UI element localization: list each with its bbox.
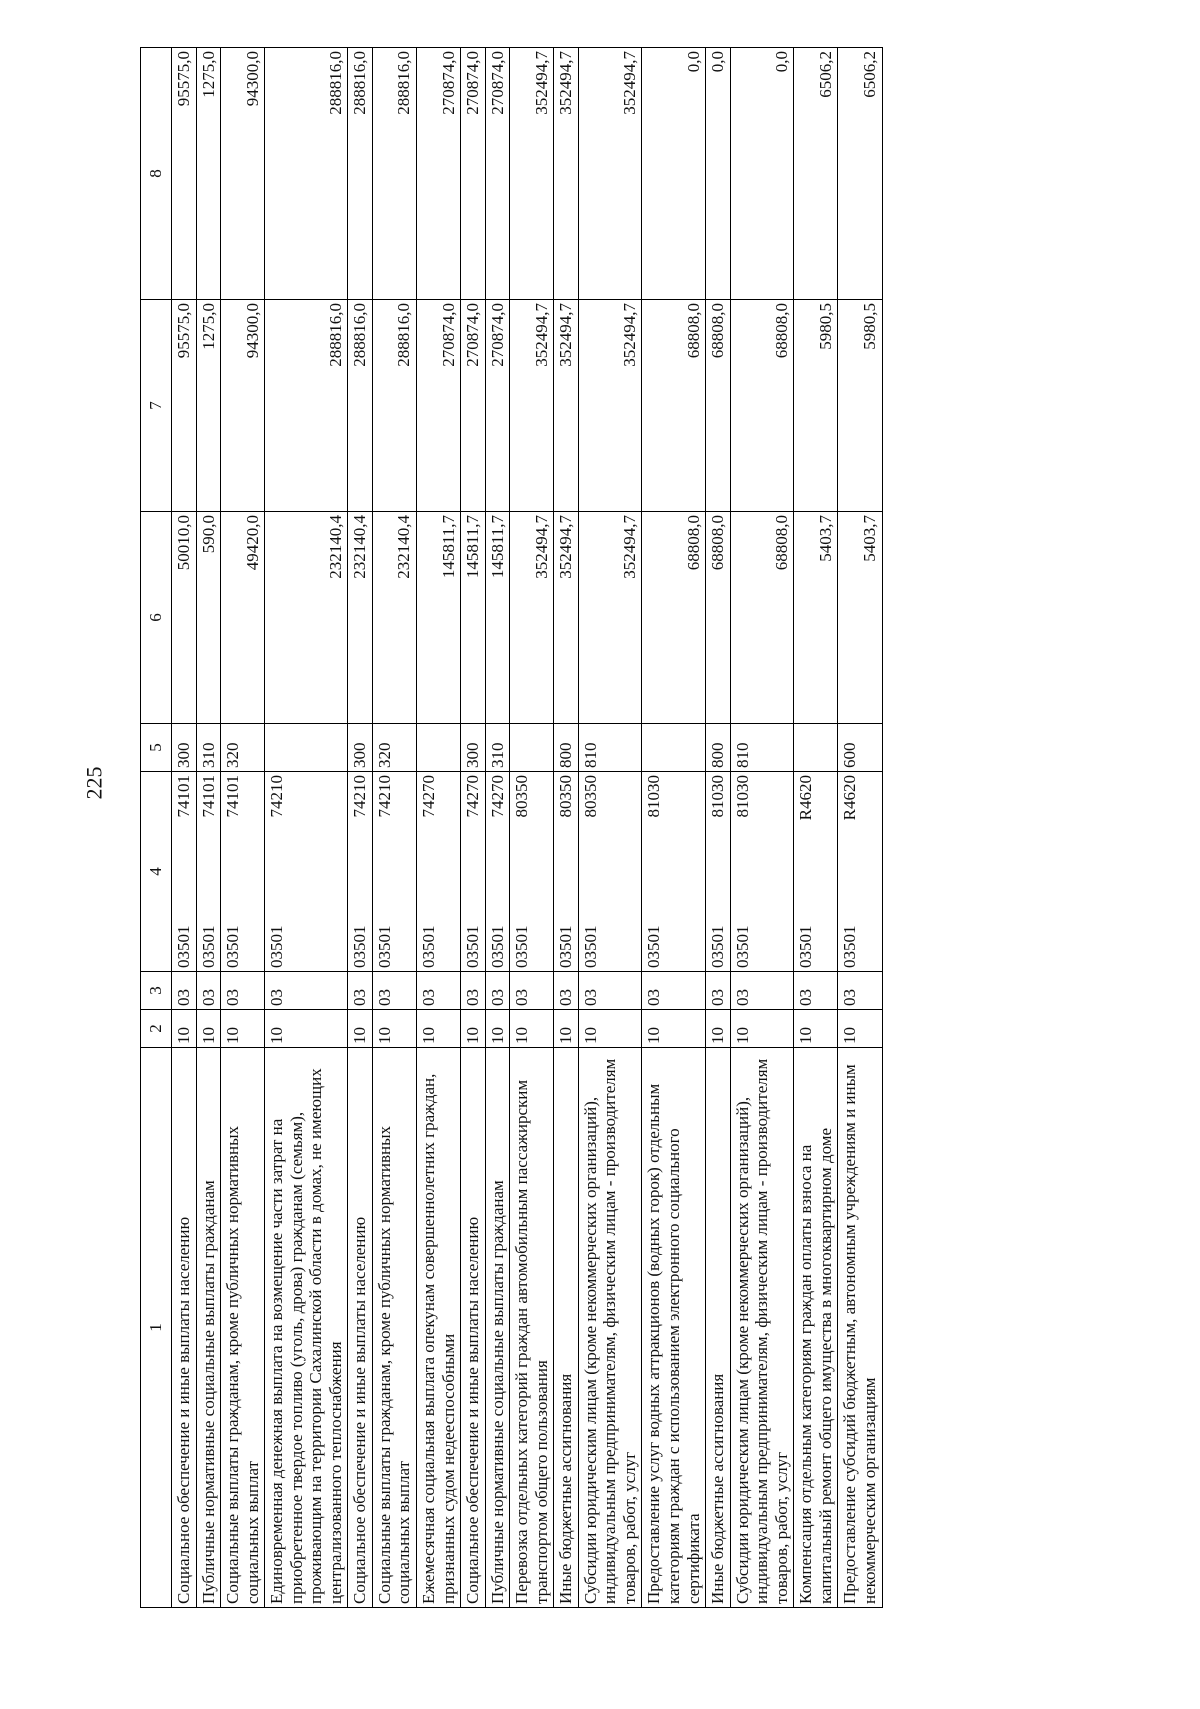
expense-type-cell: 810 [730,724,794,772]
amount-year3-cell: 270874,0 [485,48,510,300]
budget-sheet [140,48,1200,1608]
subsection-code-cell: 03 [265,972,348,1010]
column-header: 4 [141,772,172,972]
amount-year2-cell: 68808,0 [706,300,731,512]
section-code-cell: 10 [642,1010,706,1048]
subsection-code-cell: 03 [485,972,510,1010]
row-name-cell: Иные бюджетные ассигнования [706,1048,731,1608]
amount-year1-cell: 145811,7 [461,512,486,724]
target-article-cell [706,772,731,972]
target-article-cell [838,772,882,972]
row-name-cell: Предоставление субсидий бюджетным, автономным учреждениям и иным некоммерческим организациям [838,1048,882,1608]
amount-year1-cell: 232140,4 [372,512,416,724]
section-code-cell: 10 [794,1010,838,1048]
amount-year3-cell: 0,0 [706,48,731,300]
program-code: 03501 [174,925,193,968]
amount-year3-cell: 352494,7 [578,48,642,300]
subsection-code-cell: 03 [348,972,373,1010]
program-code: 03501 [198,925,218,968]
direction-code: 80350 [512,775,532,818]
target-article-cell [554,772,579,972]
section-code-cell: 10 [554,1010,579,1048]
amount-year3-cell: 352494,7 [554,48,579,300]
section-code-cell: 10 [578,1010,642,1048]
section-code-cell: 10 [417,1010,461,1048]
amount-year3-cell: 1275,0 [196,48,221,300]
amount-year3-cell: 0,0 [642,48,706,300]
section-code-cell: 10 [461,1010,486,1048]
section-code-cell: 10 [372,1010,416,1048]
direction-code: 74270 [419,775,439,818]
expense-type-cell: 320 [372,724,416,772]
direction-code: R4620 [796,775,816,821]
direction-code: 81030 [732,775,752,818]
table-row [838,48,882,1608]
subsection-code-cell: 03 [578,972,642,1010]
column-header: 2 [141,1010,172,1048]
table-row [417,48,461,1608]
expense-type-cell: 600 [838,724,882,772]
target-article-cell [221,772,265,972]
program-code: 03501 [708,925,728,968]
amount-year2-cell: 95575,0 [172,300,197,512]
row-name-cell: Публичные нормативные социальные выплаты гражданам [196,1048,221,1608]
amount-year1-cell: 232140,4 [348,512,373,724]
target-article-cell [485,772,510,972]
amount-year1-cell: 145811,7 [485,512,510,724]
direction-code: 80350 [580,775,600,818]
amount-year2-cell: 5980,5 [838,300,882,512]
program-code: 03501 [419,925,439,968]
target-article-cell [510,772,554,972]
subsection-code-cell: 03 [838,972,882,1010]
amount-year3-cell: 95575,0 [172,48,197,300]
section-code-cell: 10 [730,1010,794,1048]
target-article-cell [265,772,348,972]
direction-code: 81030 [644,775,664,818]
amount-year2-cell: 5980,5 [794,300,838,512]
table-row [196,48,221,1608]
subsection-code-cell: 03 [642,972,706,1010]
section-code-cell: 10 [221,1010,265,1048]
direction-code: 74101 [198,775,218,818]
row-name-cell: Социальное обеспечение и иные выплаты населению [172,1048,197,1608]
section-code-cell: 10 [196,1010,221,1048]
program-code: 03501 [512,925,532,968]
table-row [372,48,416,1608]
direction-code: 81030 [708,775,728,818]
column-header: 6 [141,512,172,724]
expense-type-cell: 320 [221,724,265,772]
program-code: 03501 [796,925,816,968]
program-code: 03501 [487,925,507,968]
subsection-code-cell: 03 [172,972,197,1010]
program-code: 03501 [556,925,576,968]
table-row [642,48,706,1608]
table-row [794,48,838,1608]
direction-code: R4620 [840,775,860,821]
direction-code: 80350 [556,775,576,818]
subsection-code-cell: 03 [554,972,579,1010]
subsection-code-cell: 03 [706,972,731,1010]
amount-year2-cell: 352494,7 [510,300,554,512]
row-name-cell: Социальное обеспечение и иные выплаты населению [461,1048,486,1608]
amount-year3-cell: 270874,0 [461,48,486,300]
amount-year3-cell: 288816,0 [348,48,373,300]
amount-year1-cell: 145811,7 [417,512,461,724]
section-code-cell: 10 [510,1010,554,1048]
page-number: 225 [81,766,107,800]
amount-year1-cell: 68808,0 [730,512,794,724]
amount-year1-cell: 49420,0 [221,512,265,724]
amount-year1-cell: 352494,7 [510,512,554,724]
direction-code: 74101 [223,775,243,818]
row-name-cell: Социальные выплаты гражданам, кроме публичных нормативных социальных выплат [221,1048,265,1608]
table-row [554,48,579,1608]
amount-year2-cell: 270874,0 [417,300,461,512]
program-code: 03501 [350,925,370,968]
expense-type-cell [417,724,461,772]
section-code-cell: 10 [172,1010,197,1048]
row-name-cell: Социальные выплаты гражданам, кроме публичных нормативных социальных выплат [372,1048,416,1608]
column-header: 3 [141,972,172,1010]
amount-year1-cell: 352494,7 [578,512,642,724]
direction-code: 74210 [374,775,394,818]
target-article-cell [461,772,486,972]
row-name-cell: Иные бюджетные ассигнования [554,1048,579,1608]
subsection-code-cell: 03 [372,972,416,1010]
program-code: 03501 [840,925,860,968]
expense-type-cell: 810 [578,724,642,772]
section-code-cell: 10 [838,1010,882,1048]
column-header: 5 [141,724,172,772]
section-code-cell: 10 [348,1010,373,1048]
table-row [221,48,265,1608]
amount-year2-cell: 270874,0 [485,300,510,512]
table-row [730,48,794,1608]
amount-year2-cell: 352494,7 [554,300,579,512]
program-code: 03501 [580,925,600,968]
target-article-cell [172,772,197,972]
row-name-cell: Публичные нормативные социальные выплаты гражданам [485,1048,510,1608]
table-row [172,48,197,1608]
expense-type-cell: 300 [348,724,373,772]
section-code-cell: 10 [485,1010,510,1048]
expense-type-cell: 300 [172,724,197,772]
row-name-cell: Субсидии юридическим лицам (кроме некоммерческих организаций), индивидуальным предпринимателям, физическим лицам - производителям товаров, работ, услуг [578,1048,642,1608]
amount-year1-cell: 5403,7 [794,512,838,724]
direction-code: 74210 [350,775,370,818]
row-name-cell: Единовременная денежная выплата на возмещение части затрат на приобретенное твердое топливо (уголь, дрова) гражданам (семьям), проживающим на территории Сахалинской области в домах, не имеющих централизованного теплоснабжения [265,1048,348,1608]
table-row [348,48,373,1608]
amount-year2-cell: 1275,0 [196,300,221,512]
table-body [172,48,883,1608]
amount-year3-cell: 6506,2 [794,48,838,300]
row-name-cell: Социальное обеспечение и иные выплаты населению [348,1048,373,1608]
row-name-cell: Компенсация отдельным категориям граждан оплаты взноса на капитальный ремонт общего имущества в многоквартирном доме [794,1048,838,1608]
expense-type-cell: 800 [706,724,731,772]
table-row [706,48,731,1608]
amount-year1-cell: 5403,7 [838,512,882,724]
direction-code: 74210 [267,775,287,818]
program-code: 03501 [463,925,483,968]
amount-year3-cell: 0,0 [730,48,794,300]
row-name-cell: Перевозка отдельных категорий граждан автомобильным пассажирским транспортом общего пользования [510,1048,554,1608]
amount-year2-cell: 288816,0 [348,300,373,512]
subsection-code-cell: 03 [221,972,265,1010]
subsection-code-cell: 03 [196,972,221,1010]
expense-type-cell: 800 [554,724,579,772]
amount-year3-cell: 6506,2 [838,48,882,300]
amount-year3-cell: 288816,0 [265,48,348,300]
amount-year1-cell: 590,0 [196,512,221,724]
section-code-cell: 10 [265,1010,348,1048]
target-article-cell [730,772,794,972]
table-row [265,48,348,1608]
column-header: 7 [141,300,172,512]
amount-year1-cell: 352494,7 [554,512,579,724]
target-article-cell [196,772,221,972]
target-article-cell [642,772,706,972]
target-article-cell [417,772,461,972]
amount-year2-cell: 288816,0 [265,300,348,512]
amount-year3-cell: 352494,7 [510,48,554,300]
amount-year1-cell: 50010,0 [172,512,197,724]
direction-code: 74270 [463,775,483,818]
section-code-cell: 10 [706,1010,731,1048]
amount-year2-cell: 68808,0 [730,300,794,512]
table-row [578,48,642,1608]
table-row [461,48,486,1608]
expense-type-cell [265,724,348,772]
amount-year2-cell: 94300,0 [221,300,265,512]
table-row [485,48,510,1608]
row-name-cell: Ежемесячная социальная выплата опекунам совершеннолетних граждан, признанных судом недееспособными [417,1048,461,1608]
column-header: 1 [141,1048,172,1608]
target-article-cell [578,772,642,972]
amount-year1-cell: 232140,4 [265,512,348,724]
direction-code: 74101 [174,775,193,818]
target-article-cell [794,772,838,972]
amount-year3-cell: 288816,0 [372,48,416,300]
row-name-cell: Предоставление услуг водных аттракционов (водных горок) отдельным категориям граждан с использованием электронного социального сертификата [642,1048,706,1608]
subsection-code-cell: 03 [417,972,461,1010]
expense-type-cell: 310 [485,724,510,772]
amount-year2-cell: 352494,7 [578,300,642,512]
direction-code: 74270 [487,775,507,818]
column-header: 8 [141,48,172,300]
subsection-code-cell: 03 [794,972,838,1010]
row-name-cell: Субсидии юридическим лицам (кроме некоммерческих организаций), индивидуальным предпринимателям, физическим лицам - производителям товаров, работ, услуг [730,1048,794,1608]
amount-year2-cell: 270874,0 [461,300,486,512]
amount-year1-cell: 68808,0 [706,512,731,724]
target-article-cell [348,772,373,972]
budget-table [140,47,883,1608]
expense-type-cell [510,724,554,772]
expense-type-cell [642,724,706,772]
subsection-code-cell: 03 [730,972,794,1010]
program-code: 03501 [223,925,243,968]
program-code: 03501 [644,925,664,968]
expense-type-cell: 310 [196,724,221,772]
amount-year1-cell: 68808,0 [642,512,706,724]
amount-year2-cell: 68808,0 [642,300,706,512]
header-row [141,48,172,1608]
program-code: 03501 [732,925,752,968]
program-code: 03501 [267,925,287,968]
target-article-cell [372,772,416,972]
expense-type-cell [794,724,838,772]
table-row [510,48,554,1608]
amount-year3-cell: 270874,0 [417,48,461,300]
amount-year3-cell: 94300,0 [221,48,265,300]
subsection-code-cell: 03 [510,972,554,1010]
program-code: 03501 [374,925,394,968]
amount-year2-cell: 288816,0 [372,300,416,512]
subsection-code-cell: 03 [461,972,486,1010]
expense-type-cell: 300 [461,724,486,772]
